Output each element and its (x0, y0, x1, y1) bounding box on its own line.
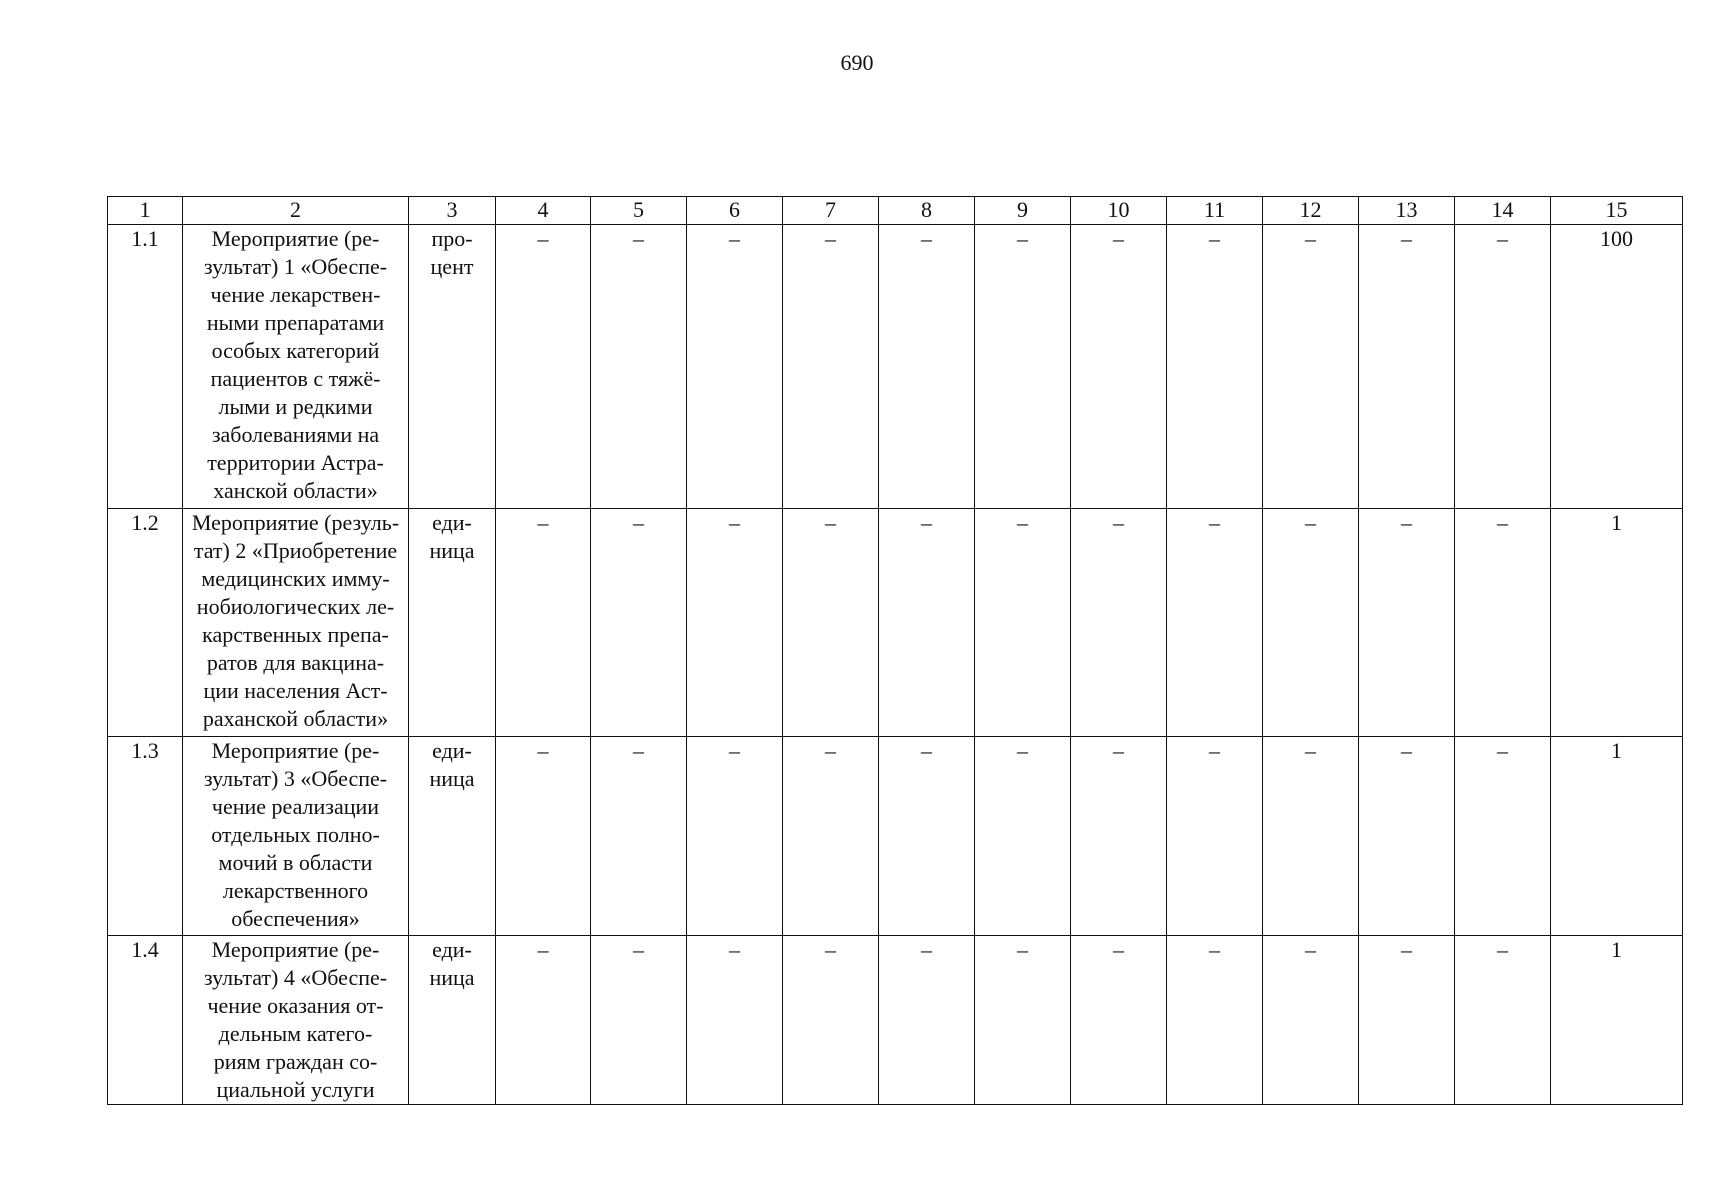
activity-name-line: раханской области» (202, 706, 389, 731)
unit-line: ница (429, 965, 475, 990)
activity-name-line: обеспечения» (231, 906, 360, 931)
value-cell: – (687, 225, 783, 509)
value-cell: – (879, 936, 975, 1105)
unit-line: цент (430, 254, 474, 279)
activity-name-line: тат) 2 «Приобретение (193, 538, 398, 563)
activity-name-line: заболеваниями на (211, 422, 380, 447)
column-header: 9 (975, 197, 1071, 225)
value-cell: – (1359, 225, 1455, 509)
activity-name-line: особых категорий (211, 338, 380, 363)
table-body (108, 225, 1683, 1105)
value-cell: – (783, 936, 879, 1105)
value-cell: – (591, 509, 687, 737)
value-cell: 1 (1551, 509, 1683, 737)
value-cell: 100 (1551, 225, 1683, 509)
activity-name-line: ратов для вакцина- (206, 650, 385, 675)
column-header: 10 (1071, 197, 1167, 225)
column-header: 11 (1167, 197, 1263, 225)
header-row (108, 197, 1683, 225)
column-header: 12 (1263, 197, 1359, 225)
unit-cell (409, 737, 496, 936)
row-number-cell: 1.1 (108, 225, 183, 509)
activity-name-line: ханской области» (213, 478, 378, 503)
value-cell: – (687, 936, 783, 1105)
unit-line: еди- (432, 738, 472, 763)
activity-name-line: карственных препа- (202, 622, 389, 647)
activity-name-line: зультат) 1 «Обеспе- (203, 254, 388, 279)
row-number-cell: 1.4 (108, 936, 183, 1105)
value-cell: – (1263, 737, 1359, 936)
value-cell: – (879, 737, 975, 936)
column-header: 1 (108, 197, 183, 225)
activity-name-line: Мероприятие (ре- (211, 226, 380, 251)
value-cell: – (1359, 509, 1455, 737)
value-cell: – (1167, 936, 1263, 1105)
value-cell: – (496, 936, 591, 1105)
unit-line: еди- (432, 937, 472, 962)
unit-line: ница (429, 538, 475, 563)
activity-name-line: мочий в области (218, 850, 373, 875)
value-cell: – (975, 225, 1071, 509)
value-cell: – (879, 225, 975, 509)
value-cell: – (1071, 936, 1167, 1105)
page-number: 690 (840, 50, 874, 75)
column-header: 14 (1455, 197, 1551, 225)
column-header: 6 (687, 197, 783, 225)
value-cell: – (1167, 737, 1263, 936)
activity-name-line: медицинских имму- (201, 566, 390, 591)
value-cell: – (496, 737, 591, 936)
unit-cell (409, 225, 496, 509)
unit-cell (409, 936, 496, 1105)
activity-name-line: чение реализации (211, 794, 380, 819)
activity-name-line: Мероприятие (ре- (211, 937, 380, 962)
activity-name-cell (183, 737, 409, 936)
activity-name-cell (183, 936, 409, 1105)
value-cell: – (1071, 225, 1167, 509)
unit-line: про- (431, 226, 473, 251)
activity-name-line: ции населения Аст- (203, 678, 388, 703)
column-header: 13 (1359, 197, 1455, 225)
value-cell: – (1167, 225, 1263, 509)
column-header: 7 (783, 197, 879, 225)
value-cell: – (591, 225, 687, 509)
table-row (108, 936, 1683, 1105)
activity-name-line: зультат) 3 «Обеспе- (203, 766, 388, 791)
value-cell: – (1455, 509, 1551, 737)
activity-name-line: Мероприятие (резуль- (191, 510, 400, 535)
value-cell: – (496, 225, 591, 509)
activity-name-line: зультат) 4 «Обеспе- (203, 965, 388, 990)
row-number-cell: 1.3 (108, 737, 183, 936)
activity-name-cell (183, 509, 409, 737)
value-cell: – (1263, 225, 1359, 509)
indicators-table (107, 196, 1683, 1105)
column-header: 4 (496, 197, 591, 225)
value-cell: 1 (1551, 737, 1683, 936)
activity-name-line: пациентов с тяжё- (210, 366, 381, 391)
value-cell: – (687, 737, 783, 936)
activity-name-line: нобиологических ле- (196, 594, 395, 619)
activity-name-line: чение оказания от- (207, 993, 384, 1018)
value-cell: – (1167, 509, 1263, 737)
value-cell: 1 (1551, 936, 1683, 1105)
activity-name-line: риям граждан со- (213, 1049, 378, 1074)
value-cell: – (1263, 509, 1359, 737)
column-header: 2 (183, 197, 409, 225)
activity-name-line: чение лекарствен- (210, 282, 381, 307)
unit-cell (409, 509, 496, 737)
value-cell: – (687, 509, 783, 737)
value-cell: – (1455, 936, 1551, 1105)
activity-name-line: дельным катего- (218, 1021, 373, 1046)
value-cell: – (975, 936, 1071, 1105)
value-cell: – (1359, 737, 1455, 936)
value-cell: – (975, 737, 1071, 936)
value-cell: – (783, 737, 879, 936)
value-cell: – (879, 509, 975, 737)
row-number-cell: 1.2 (108, 509, 183, 737)
value-cell: – (1071, 737, 1167, 936)
table-row (108, 225, 1683, 509)
value-cell: – (783, 225, 879, 509)
unit-line: еди- (432, 510, 472, 535)
value-cell: – (783, 509, 879, 737)
column-header: 8 (879, 197, 975, 225)
activity-name-line: лыми и редкими (218, 394, 373, 419)
activity-name-line: лекарственного (222, 878, 369, 903)
column-header: 15 (1551, 197, 1683, 225)
activity-name-line: территории Астра- (207, 450, 384, 475)
column-header: 3 (409, 197, 496, 225)
unit-line: ница (429, 766, 475, 791)
value-cell: – (1455, 737, 1551, 936)
activity-name-line: отдельных полно- (211, 822, 380, 847)
value-cell: – (1455, 225, 1551, 509)
table-row (108, 509, 1683, 737)
activity-name-line: циальной услуги (216, 1077, 375, 1102)
table-row (108, 737, 1683, 936)
value-cell: – (591, 936, 687, 1105)
activity-name-line: Мероприятие (ре- (211, 738, 380, 763)
value-cell: – (1263, 936, 1359, 1105)
value-cell: – (591, 737, 687, 936)
value-cell: – (496, 509, 591, 737)
value-cell: – (1359, 936, 1455, 1105)
column-header: 5 (591, 197, 687, 225)
activity-name-cell (183, 225, 409, 509)
activity-name-line: ными препаратами (206, 310, 385, 335)
value-cell: – (975, 509, 1071, 737)
value-cell: – (1071, 509, 1167, 737)
